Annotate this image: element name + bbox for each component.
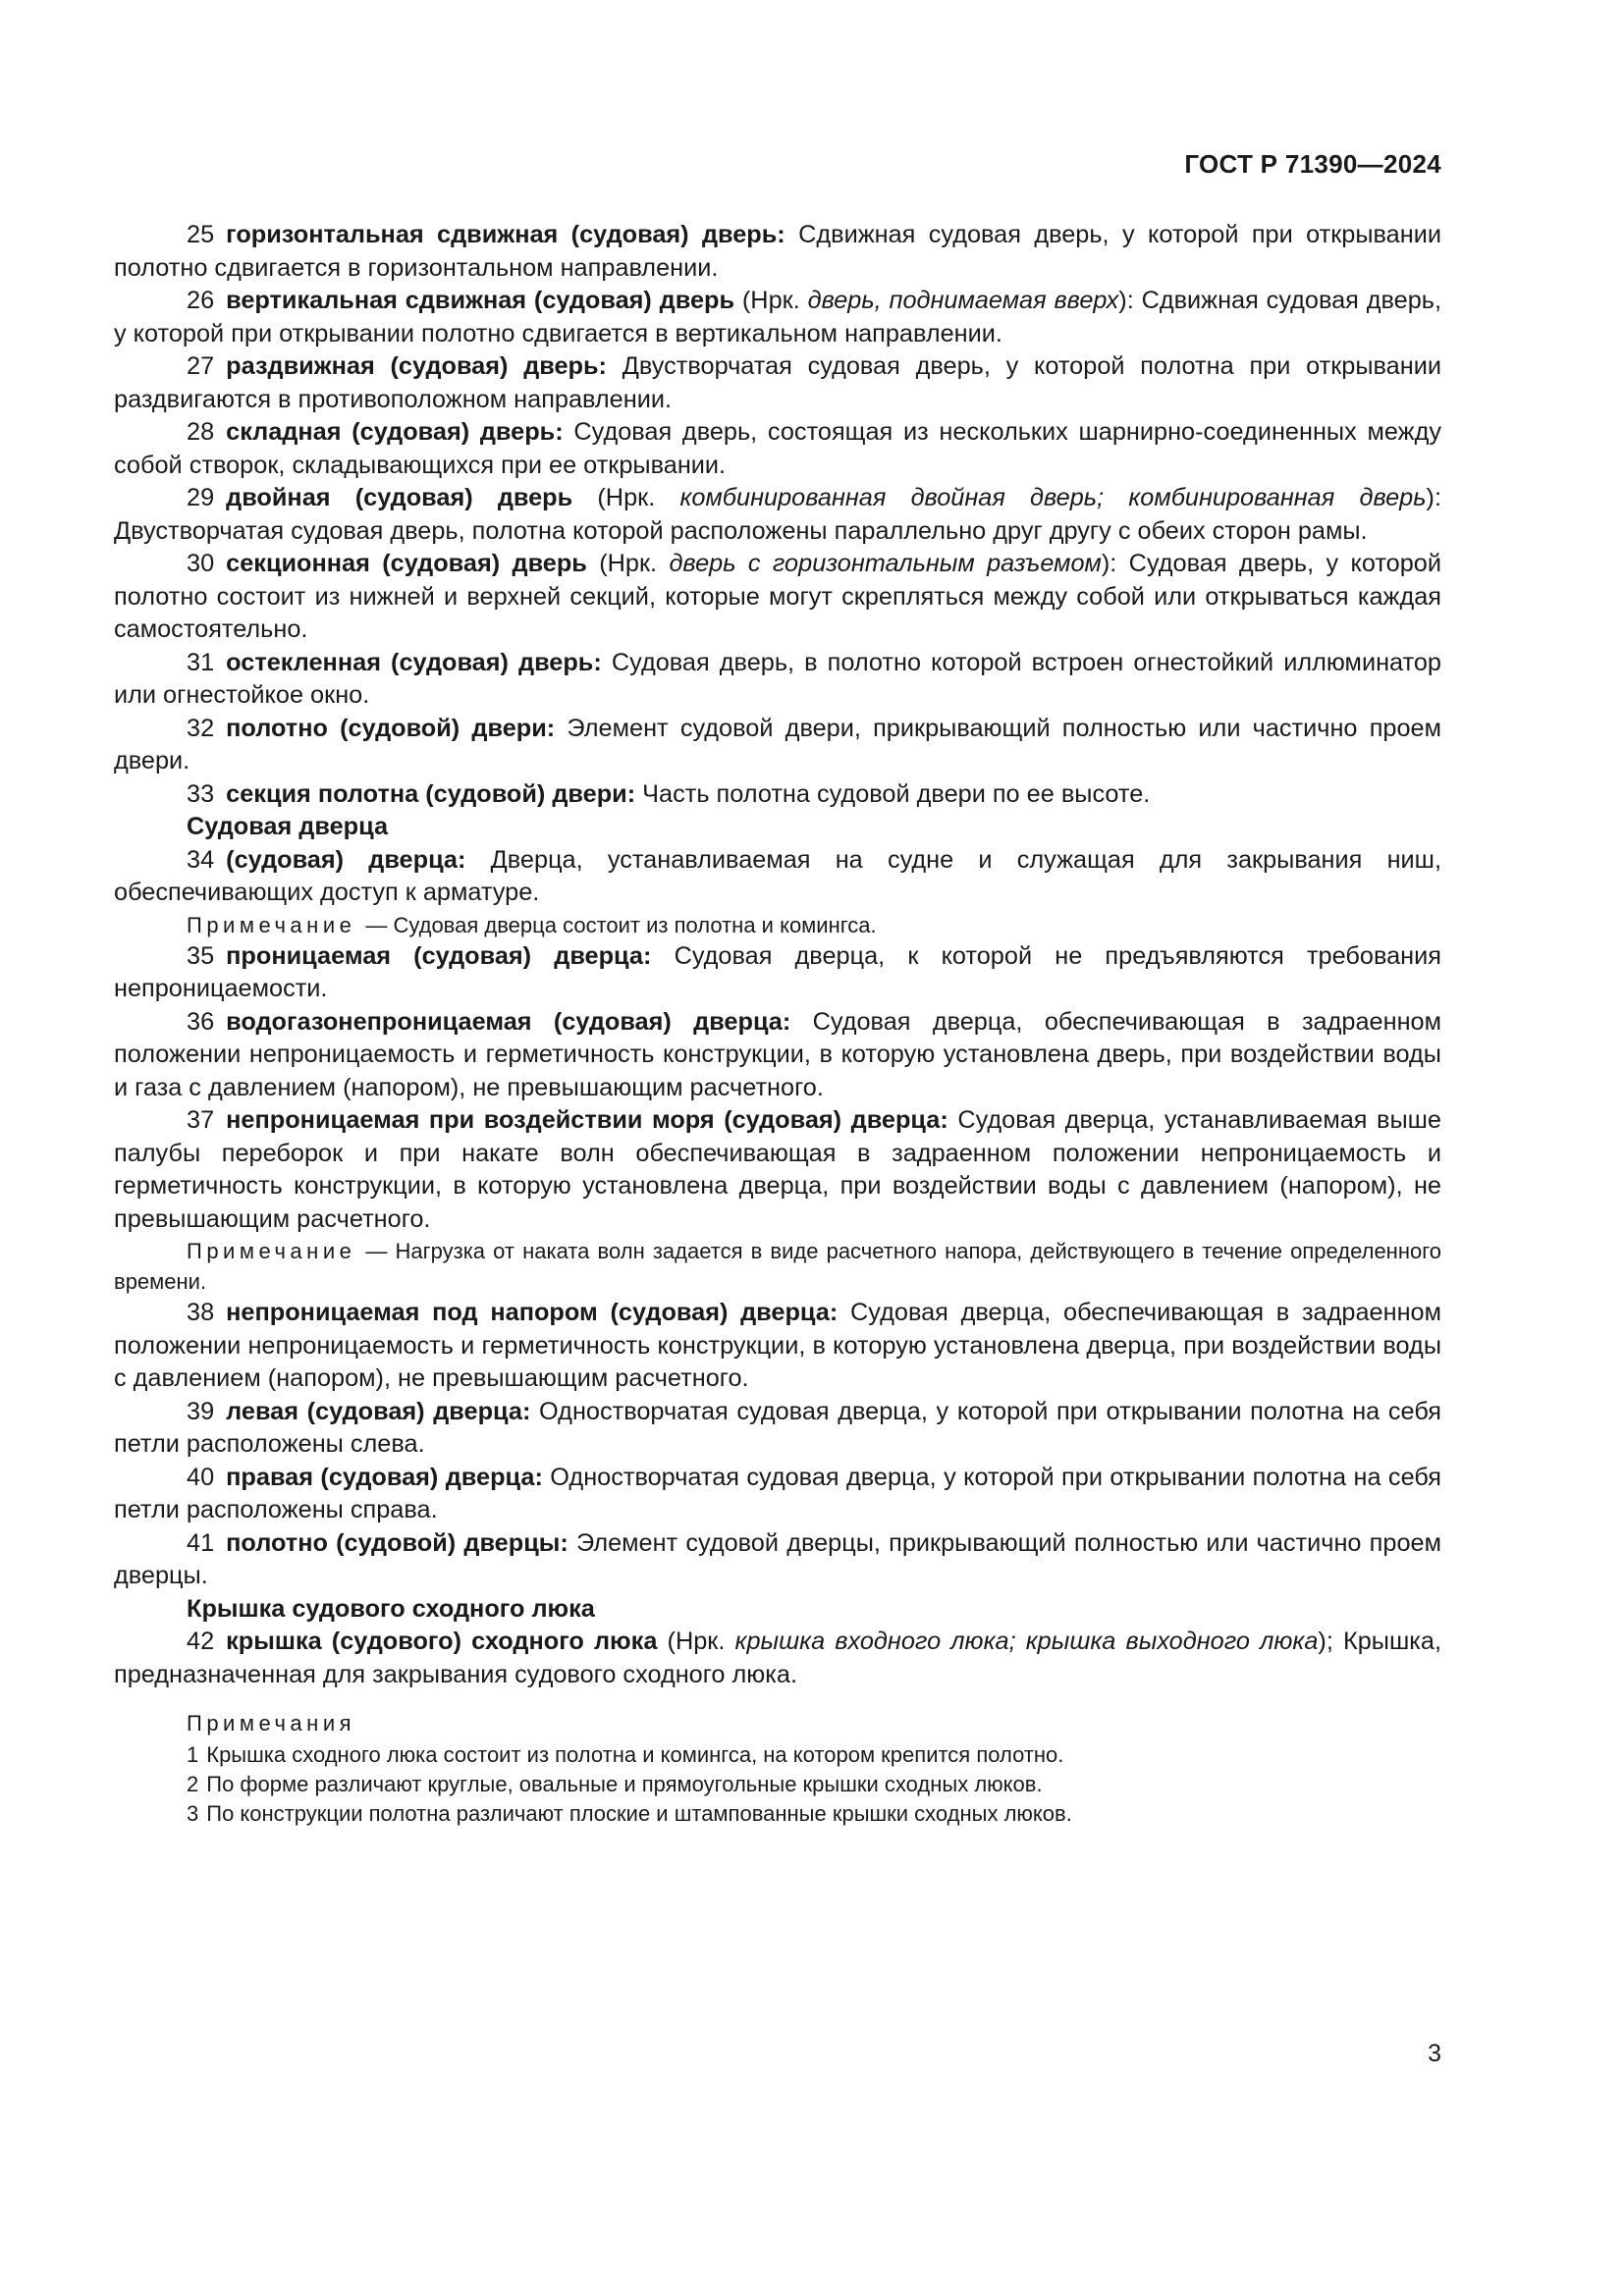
- section-heading-hatch-cover: Крышка судового сходного люка: [187, 1594, 595, 1623]
- term-name: водогазонепроницаемая (судовая) дверца:: [226, 1007, 791, 1036]
- deprecated-term: дверь с горизонтальным разъемом: [669, 550, 1102, 577]
- note-item-text: По форме различают круглые, овальные и прямоугольные крышки сходных люков.: [206, 1772, 1043, 1796]
- term-entry-25: [114, 219, 1441, 285]
- note-item: [187, 1740, 1441, 1770]
- note-label: Примечание: [187, 912, 356, 937]
- term-definition: Судовая дверца, обеспечивающая в задраенном положении непроницаемость и герметичность конструкции, в которую установлена дверца, при воздействии воды с давлением (напором), не превышающим расчетного.: [114, 1299, 1441, 1392]
- term-name: раздвижная (судовая) дверь:: [226, 352, 607, 380]
- term-definition: Сдвижная судовая дверь, у которой при открывании полотно сдвигается в вертикальном направлении.: [114, 287, 1441, 347]
- term-entry-39: [114, 1396, 1441, 1462]
- term-name: двойная (судовая) дверь: [226, 484, 573, 511]
- note-item-number: 3: [187, 1801, 199, 1826]
- note-text: — Судовая дверца состоит из полотна и комингса.: [365, 912, 877, 937]
- term-entry-27: [114, 350, 1441, 416]
- term-entry-35: [114, 940, 1441, 1006]
- note-item-text: Крышка сходного люка состоит из полотна и комингса, на котором крепится полотно.: [206, 1742, 1064, 1767]
- term-number: 29: [187, 484, 215, 511]
- term-entry-42: [114, 1626, 1441, 1691]
- term-entry-29: [114, 482, 1441, 548]
- note-item-text: По конструкции полотна различают плоские и штампованные крышки сходных люков.: [206, 1801, 1072, 1826]
- term-definition: Одностворчатая судовая дверца, у которой при открывании полотна на себя петли расположены слева.: [114, 1397, 1441, 1458]
- term-entry-30: [114, 548, 1441, 647]
- deprecated-suffix: );: [1318, 1628, 1333, 1655]
- page-number: 3: [1428, 2040, 1441, 2067]
- note-item: [187, 1770, 1441, 1799]
- term-number: 37: [187, 1106, 215, 1134]
- term-name: крышка (судового) сходного люка: [226, 1628, 658, 1655]
- section-heading-door-hatch: Судовая дверца: [187, 813, 389, 840]
- note-37: [114, 1236, 1441, 1297]
- term-definition: Судовая дверца, обеспечивающая в задраенном положении непроницаемость и герметичность конструкции, в которую установлена дверь, при воздействии воды и газа с давлением (напором), не превышающим расчетного.: [114, 1007, 1441, 1101]
- term-number: 36: [187, 1007, 215, 1036]
- term-definition: Крышка, предназначенная для закрывания судового сходного люка.: [114, 1628, 1442, 1688]
- term-entry-34: [114, 844, 1441, 910]
- term-entry-26: [114, 285, 1441, 350]
- term-definition: Дверца, устанавливаемая на судне и служащая для закрывания ниш, обеспечивающих доступ к арматуре.: [114, 845, 1441, 906]
- term-number: 41: [187, 1528, 215, 1557]
- deprecated-prefix: (Нрк.: [586, 550, 670, 577]
- deprecated-prefix: (Нрк.: [657, 1628, 735, 1655]
- term-definition: Двустворчатая судовая дверь, у которой полотна при открывании раздвигаются в противоположном направлении.: [114, 352, 1441, 413]
- deprecated-suffix: ):: [1118, 287, 1134, 314]
- document-header: ГОСТ Р 71390—2024: [1184, 149, 1441, 179]
- term-name: левая (судовая) дверца:: [226, 1397, 531, 1425]
- term-definition: Элемент судовой дверцы, прикрывающий полностью или частично проем дверцы.: [114, 1528, 1441, 1589]
- term-name: секция полотна (судовой) двери:: [226, 779, 636, 808]
- term-number: 33: [187, 779, 215, 808]
- term-definition: Одностворчатая судовая дверца, у которой при открывании полотна на себя петли расположены справа.: [114, 1463, 1441, 1523]
- deprecated-suffix: ):: [1101, 550, 1117, 577]
- term-definition: Элемент судовой двери, прикрывающий полностью или частично проем двери.: [114, 714, 1441, 774]
- term-name: полотно (судовой) дверцы:: [226, 1528, 568, 1557]
- term-entry-32: [114, 713, 1441, 778]
- deprecated-suffix: ):: [1426, 484, 1441, 511]
- term-name: непроницаемая при воздействии моря (судовая) дверца:: [226, 1106, 948, 1134]
- term-number: 34: [187, 845, 215, 874]
- term-number: 40: [187, 1463, 215, 1491]
- term-number: 26: [187, 287, 215, 314]
- term-definition: Сдвижная судовая дверь, у которой при открывании полотно сдвигается в горизонтальном направлении.: [114, 221, 1441, 282]
- term-definition: Судовая дверца, к которой не предъявляются требования непроницаемости.: [114, 941, 1441, 1002]
- term-number: 42: [187, 1628, 215, 1655]
- note-label: Примечание: [187, 1239, 356, 1263]
- term-number: 27: [187, 352, 215, 380]
- term-name: полотно (судовой) двери:: [226, 714, 556, 742]
- term-number: 30: [187, 550, 215, 577]
- term-definition: Двустворчатая судовая дверь, полотна которой расположены параллельно друг другу с обеих сторон рамы.: [114, 516, 1368, 545]
- term-definition: Судовая дверца, устанавливаемая выше палубы переборок и при накате волн обеспечивающая в задраенном положении непроницаемость и герметичность конструкции, в которую установлена дверца, при воздействии воды с давлением (напором), не превышающим расчетного.: [114, 1106, 1441, 1233]
- term-name: вертикальная сдвижная (судовая) дверь: [226, 287, 735, 314]
- term-entry-41: [114, 1527, 1441, 1593]
- deprecated-term: крышка входного люка; крышка выходного люка: [734, 1628, 1319, 1655]
- deprecated-prefix: (Нрк.: [572, 484, 680, 511]
- note-item-number: 2: [187, 1772, 199, 1796]
- term-definition: Часть полотна судовой двери по ее высоте.: [635, 779, 1151, 808]
- term-number: 32: [187, 714, 215, 742]
- note-34: [114, 910, 1441, 940]
- term-entry-31: [114, 647, 1441, 713]
- term-name: непроницаемая под напором (судовая) дверца:: [226, 1299, 839, 1326]
- deprecated-term: дверь, поднимаемая вверх: [807, 287, 1119, 314]
- term-name: складная (судовая) дверь:: [226, 418, 564, 446]
- term-entry-36: [114, 1006, 1441, 1105]
- notes-42: [187, 1709, 1441, 1829]
- term-entry-28: [114, 416, 1441, 482]
- note-text: — Нагрузка от наката волн задается в виде расчетного напора, действующего в течение определенного времени.: [114, 1239, 1441, 1294]
- term-number: 38: [187, 1299, 215, 1326]
- deprecated-prefix: (Нрк.: [734, 287, 808, 314]
- term-entry-37: [114, 1104, 1441, 1236]
- notes-label: Примечания: [187, 1711, 356, 1735]
- term-definition: Судовая дверь, в полотно которой встроен огнестойкий иллюминатор или огнестойкое окно.: [114, 648, 1441, 709]
- term-number: 39: [187, 1397, 215, 1425]
- term-entry-33: [114, 778, 1441, 812]
- note-item: [187, 1799, 1441, 1829]
- note-item-number: 1: [187, 1742, 199, 1767]
- term-name: горизонтальная сдвижная (судовая) дверь:: [226, 221, 785, 248]
- term-number: 28: [187, 418, 215, 446]
- term-number: 25: [187, 221, 215, 248]
- term-number: 31: [187, 648, 215, 676]
- deprecated-term: комбинированная двойная дверь; комбинированная дверь: [679, 484, 1427, 511]
- term-name: проницаемая (судовая) дверца:: [226, 941, 652, 970]
- term-name: остекленная (судовая) дверь:: [226, 648, 602, 676]
- term-name: (судовая) дверца:: [226, 845, 466, 874]
- term-name: правая (судовая) дверца:: [226, 1463, 543, 1491]
- document-body: [114, 219, 1441, 1829]
- term-entry-38: [114, 1297, 1441, 1396]
- term-number: 35: [187, 941, 215, 970]
- term-definition: Судовая дверь, состоящая из нескольких шарнирно-соединенных между собой створок, складывающихся при ее открывании.: [114, 418, 1441, 479]
- term-definition: Судовая дверь, у которой полотно состоит из нижней и верхней секций, которые могут скрепляться между собой или открываться каждая самостоятельно.: [114, 550, 1441, 643]
- term-name: секционная (судовая) дверь: [226, 550, 587, 577]
- term-entry-40: [114, 1462, 1441, 1527]
